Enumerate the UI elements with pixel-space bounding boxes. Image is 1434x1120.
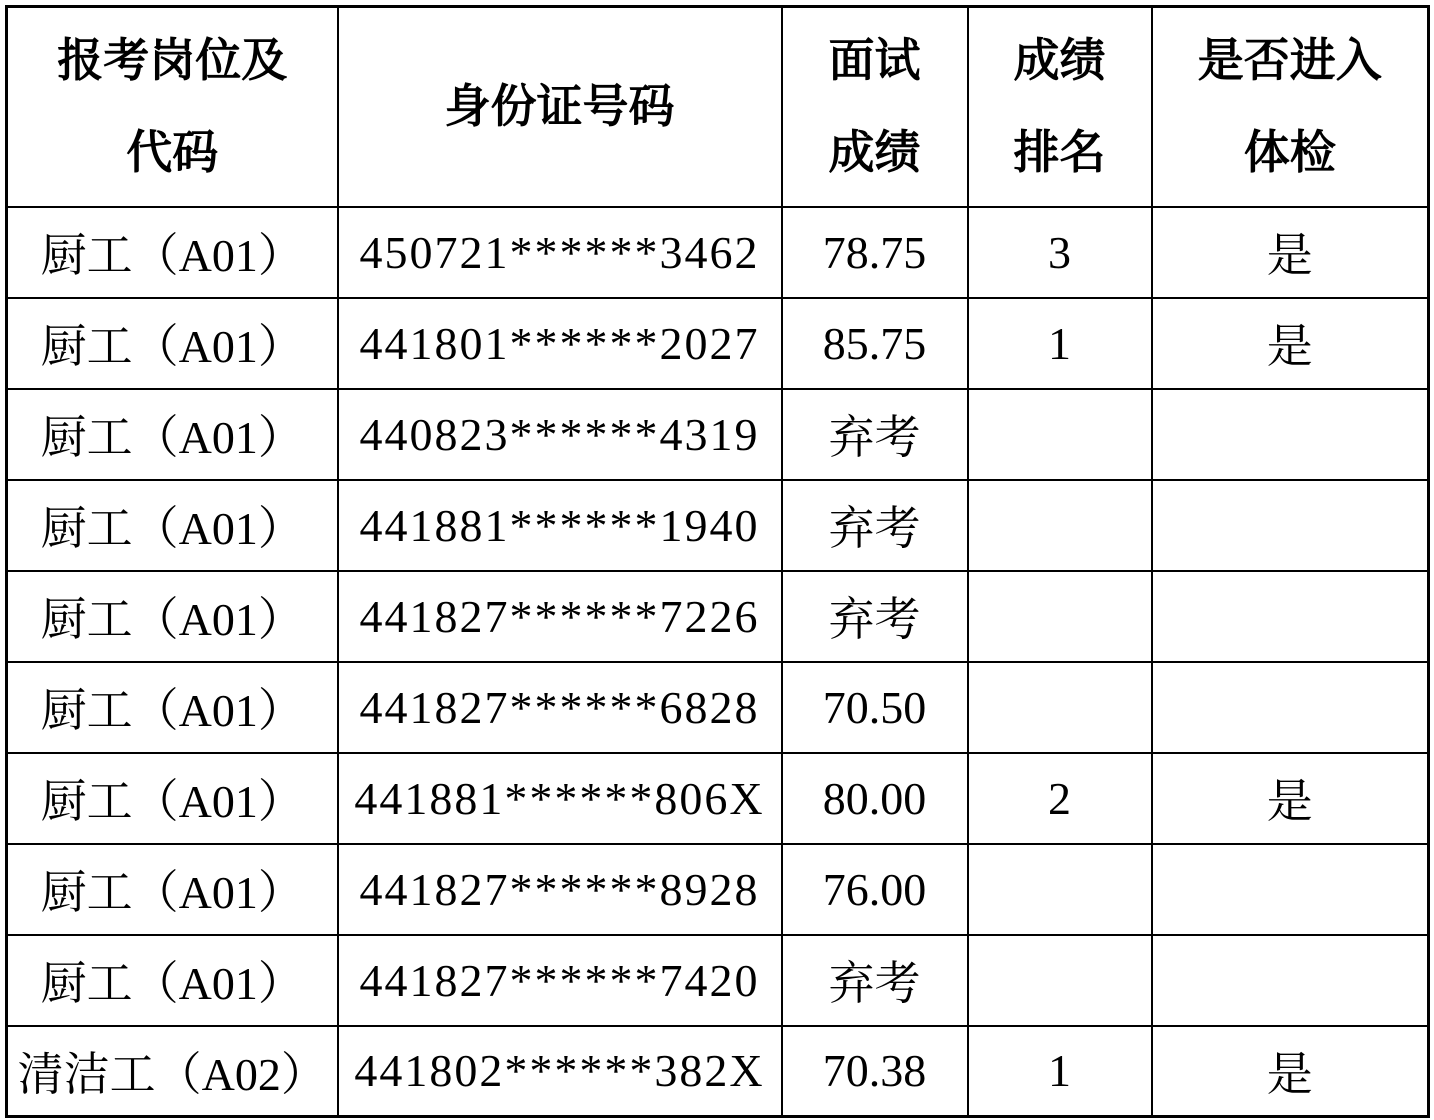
id-number-cell: 441801******2027 (338, 298, 782, 389)
header-physical-exam-line2: 体检 (1243, 126, 1336, 178)
position-cell: 厨工（A01） (7, 753, 338, 844)
physical-exam-cell (1152, 480, 1429, 571)
physical-exam-cell (1152, 844, 1429, 935)
rank-cell (968, 844, 1152, 935)
position-cell: 厨工（A01） (7, 298, 338, 389)
id-number-cell: 441827******6828 (338, 662, 782, 753)
position-cell: 厨工（A01） (7, 207, 338, 298)
header-interview-score (782, 7, 968, 207)
header-physical-exam (1152, 7, 1429, 207)
table-row (7, 935, 1429, 1026)
results-table (5, 5, 1430, 1118)
physical-exam-cell (1152, 935, 1429, 1026)
id-number-cell: 450721******3462 (338, 207, 782, 298)
header-id-number (338, 7, 782, 207)
position-cell: 厨工（A01） (7, 844, 338, 935)
id-number-cell: 441827******7226 (338, 571, 782, 662)
id-number-cell: 441827******8928 (338, 844, 782, 935)
physical-exam-cell (1152, 662, 1429, 753)
header-position-line1: 报考岗位及 (57, 34, 288, 86)
rank-cell (968, 571, 1152, 662)
table-body (7, 207, 1429, 1117)
physical-exam-cell: 是 (1152, 1026, 1429, 1117)
rank-cell: 3 (968, 207, 1152, 298)
rank-cell (968, 480, 1152, 571)
physical-exam-cell: 是 (1152, 207, 1429, 298)
interview-score-cell: 76.00 (782, 844, 968, 935)
interview-score-cell: 70.50 (782, 662, 968, 753)
header-interview-score-line2: 成绩 (828, 126, 921, 178)
table-row (7, 662, 1429, 753)
interview-score-cell: 70.38 (782, 1026, 968, 1117)
rank-cell (968, 389, 1152, 480)
table-row (7, 1026, 1429, 1117)
physical-exam-cell: 是 (1152, 753, 1429, 844)
header-interview-score-line1: 面试 (828, 34, 921, 86)
interview-score-cell: 弃考 (782, 935, 968, 1026)
header-rank-line1: 成绩 (1013, 34, 1106, 86)
position-cell: 厨工（A01） (7, 571, 338, 662)
header-physical-exam-line1: 是否进入 (1197, 34, 1382, 86)
position-cell: 厨工（A01） (7, 662, 338, 753)
interview-score-cell: 80.00 (782, 753, 968, 844)
rank-cell (968, 662, 1152, 753)
position-cell: 厨工（A01） (7, 480, 338, 571)
table-row (7, 844, 1429, 935)
rank-cell: 1 (968, 298, 1152, 389)
physical-exam-cell (1152, 389, 1429, 480)
table-row (7, 480, 1429, 571)
rank-cell (968, 935, 1152, 1026)
header-position (7, 7, 338, 207)
results-table-container (5, 5, 1430, 1118)
interview-score-cell: 弃考 (782, 571, 968, 662)
table-row (7, 298, 1429, 389)
position-cell: 厨工（A01） (7, 935, 338, 1026)
interview-score-cell: 弃考 (782, 389, 968, 480)
header-rank (968, 7, 1152, 207)
rank-cell: 1 (968, 1026, 1152, 1117)
header-position-line2: 代码 (126, 126, 219, 178)
position-cell: 厨工（A01） (7, 389, 338, 480)
header-rank-line2: 排名 (1013, 126, 1106, 178)
rank-cell: 2 (968, 753, 1152, 844)
id-number-cell: 441881******806X (338, 753, 782, 844)
id-number-cell: 441827******7420 (338, 935, 782, 1026)
id-number-cell: 441802******382X (338, 1026, 782, 1117)
table-header-row (7, 7, 1429, 207)
table-row (7, 207, 1429, 298)
position-cell: 清洁工（A02） (7, 1026, 338, 1117)
id-number-cell: 441881******1940 (338, 480, 782, 571)
header-id-number-line1: 身份证号码 (444, 81, 675, 133)
physical-exam-cell: 是 (1152, 298, 1429, 389)
id-number-cell: 440823******4319 (338, 389, 782, 480)
interview-score-cell: 弃考 (782, 480, 968, 571)
interview-score-cell: 85.75 (782, 298, 968, 389)
table-row (7, 753, 1429, 844)
physical-exam-cell (1152, 571, 1429, 662)
table-row (7, 389, 1429, 480)
interview-score-cell: 78.75 (782, 207, 968, 298)
table-row (7, 571, 1429, 662)
